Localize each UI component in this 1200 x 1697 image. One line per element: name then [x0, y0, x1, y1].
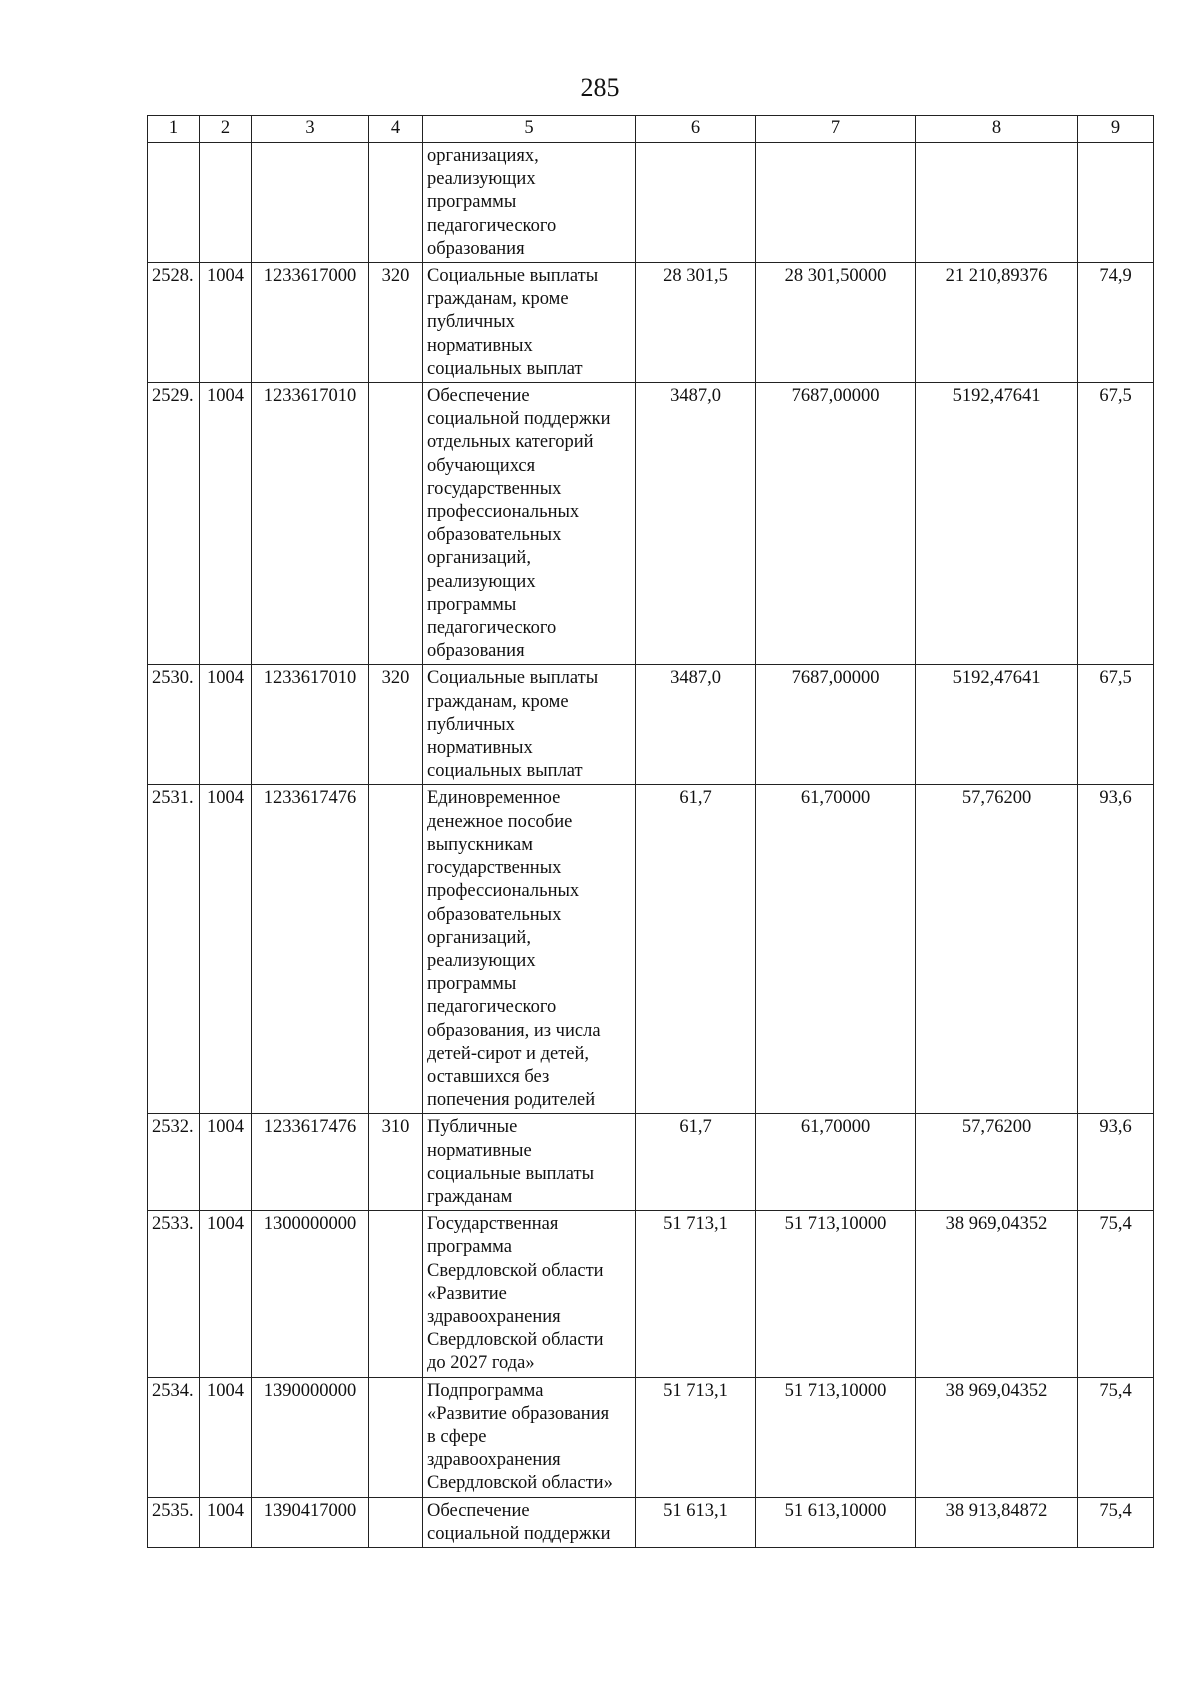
target-code-cell: 1233617010 — [252, 383, 369, 665]
description-line: отдельных категорий — [427, 432, 594, 453]
description-line: программа — [427, 1237, 512, 1258]
description-line: организаций, — [427, 927, 531, 948]
description-line: обучающихся — [427, 455, 536, 476]
executed-amount-cell: 57,76200 — [916, 785, 1078, 1114]
revised-amount-cell: 28 301,50000 — [756, 263, 916, 383]
column-header: 7 — [756, 116, 916, 143]
expense-type-cell: 310 — [369, 1114, 423, 1211]
description-line: выпускникам — [427, 834, 533, 855]
percent-cell: 93,6 — [1078, 785, 1154, 1114]
description-line: гражданам — [427, 1186, 513, 1207]
description-line: детей-сирот и детей, — [427, 1043, 590, 1064]
description-cell — [423, 263, 636, 383]
section-code-cell: 1004 — [200, 1497, 252, 1547]
expense-type-cell — [369, 785, 423, 1114]
description-line: Свердловской области — [427, 1260, 604, 1281]
description-line: реализующих — [427, 571, 536, 592]
section-code-cell: 1004 — [200, 785, 252, 1114]
description-line: педагогического — [427, 618, 557, 639]
description-line: педагогического — [427, 215, 557, 236]
approved-amount-cell: 51 713,1 — [636, 1211, 756, 1377]
description-cell — [423, 383, 636, 665]
description-line: Обеспечение — [427, 1500, 530, 1521]
row-number-cell: 2531. — [148, 785, 200, 1114]
description-cell — [423, 1377, 636, 1497]
percent-cell: 75,4 — [1078, 1497, 1154, 1547]
section-code-cell: 1004 — [200, 263, 252, 383]
percent-cell: 75,4 — [1078, 1377, 1154, 1497]
description-line: социальных выплат — [427, 358, 583, 379]
description-line: Обеспечение — [427, 386, 530, 407]
table-header-row — [148, 116, 1154, 143]
approved-amount-cell: 61,7 — [636, 785, 756, 1114]
table-row — [148, 1497, 1154, 1547]
percent-cell: 67,5 — [1078, 665, 1154, 785]
description-line: нормативных — [427, 335, 533, 356]
approved-amount-cell — [636, 143, 756, 263]
table-row — [148, 1377, 1154, 1497]
expense-type-cell: 320 — [369, 665, 423, 785]
target-code-cell: 1233617476 — [252, 1114, 369, 1211]
table-row — [148, 1114, 1154, 1211]
approved-amount-cell: 3487,0 — [636, 383, 756, 665]
column-header: 4 — [369, 116, 423, 143]
expense-type-cell — [369, 1497, 423, 1547]
description-line: гражданам, кроме — [427, 691, 569, 712]
description-line: публичных — [427, 714, 515, 735]
row-number-cell: 2533. — [148, 1211, 200, 1377]
page-number: 285 — [580, 73, 620, 102]
description-line: в сфере — [427, 1426, 487, 1447]
description-line: государственных — [427, 478, 562, 499]
revised-amount-cell: 61,70000 — [756, 785, 916, 1114]
description-line: Единовременное — [427, 788, 561, 809]
percent-cell: 93,6 — [1078, 1114, 1154, 1211]
executed-amount-cell: 57,76200 — [916, 1114, 1078, 1211]
row-number-cell — [148, 143, 200, 263]
description-line: попечения родителей — [427, 1090, 596, 1111]
description-line: денежное пособие — [427, 811, 573, 832]
description-line: организаций, — [427, 548, 531, 569]
description-line: образования — [427, 238, 525, 259]
description-line: программы — [427, 974, 517, 995]
budget-table — [147, 115, 1154, 1548]
section-code-cell: 1004 — [200, 1114, 252, 1211]
revised-amount-cell: 61,70000 — [756, 1114, 916, 1211]
executed-amount-cell: 5192,47641 — [916, 383, 1078, 665]
description-line: социальной поддержки — [427, 409, 611, 430]
target-code-cell: 1233617476 — [252, 785, 369, 1114]
approved-amount-cell: 51 713,1 — [636, 1377, 756, 1497]
description-line: социальные выплаты — [427, 1163, 595, 1184]
row-number-cell: 2532. — [148, 1114, 200, 1211]
row-number-cell: 2530. — [148, 665, 200, 785]
description-line: Социальные выплаты — [427, 668, 599, 689]
table-row — [148, 665, 1154, 785]
table-row — [148, 263, 1154, 383]
description-line: профессиональных — [427, 502, 580, 523]
description-cell — [423, 1497, 636, 1547]
percent-cell: 75,4 — [1078, 1211, 1154, 1377]
column-header: 9 — [1078, 116, 1154, 143]
expense-type-cell — [369, 1211, 423, 1377]
section-code-cell — [200, 143, 252, 263]
description-line: Публичные — [427, 1117, 518, 1138]
table-row — [148, 143, 1154, 263]
column-header: 1 — [148, 116, 200, 143]
section-code-cell: 1004 — [200, 665, 252, 785]
row-number-cell: 2529. — [148, 383, 200, 665]
approved-amount-cell: 28 301,5 — [636, 263, 756, 383]
column-header: 6 — [636, 116, 756, 143]
description-line: нормативные — [427, 1140, 532, 1161]
description-cell — [423, 143, 636, 263]
description-line: Свердловской области» — [427, 1473, 613, 1494]
row-number-cell: 2534. — [148, 1377, 200, 1497]
description-line: Социальные выплаты — [427, 266, 599, 287]
description-line: «Развитие — [427, 1283, 507, 1304]
description-cell — [423, 785, 636, 1114]
percent-cell: 67,5 — [1078, 383, 1154, 665]
executed-amount-cell: 38 969,04352 — [916, 1377, 1078, 1497]
description-line: образования, из числа — [427, 1020, 601, 1041]
revised-amount-cell — [756, 143, 916, 263]
description-line: здравоохранения — [427, 1450, 561, 1471]
description-line: программы — [427, 192, 517, 213]
description-line: здравоохранения — [427, 1306, 561, 1327]
description-line: Свердловской области — [427, 1330, 604, 1351]
target-code-cell — [252, 143, 369, 263]
description-line: Государственная — [427, 1214, 559, 1235]
percent-cell: 74,9 — [1078, 263, 1154, 383]
expense-type-cell — [369, 383, 423, 665]
revised-amount-cell: 7687,00000 — [756, 383, 916, 665]
revised-amount-cell: 51 713,10000 — [756, 1377, 916, 1497]
table-row — [148, 785, 1154, 1114]
percent-cell — [1078, 143, 1154, 263]
table-body — [148, 143, 1154, 1548]
revised-amount-cell: 51 713,10000 — [756, 1211, 916, 1377]
description-line: «Развитие образования — [427, 1403, 610, 1424]
section-code-cell: 1004 — [200, 383, 252, 665]
section-code-cell: 1004 — [200, 1377, 252, 1497]
description-line: Подпрограмма — [427, 1380, 544, 1401]
description-line: профессиональных — [427, 881, 580, 902]
section-code-cell: 1004 — [200, 1211, 252, 1377]
description-line: программы — [427, 594, 517, 615]
description-line: социальной поддержки — [427, 1523, 611, 1544]
target-code-cell: 1233617000 — [252, 263, 369, 383]
expense-type-cell: 320 — [369, 263, 423, 383]
executed-amount-cell: 5192,47641 — [916, 665, 1078, 785]
target-code-cell: 1390000000 — [252, 1377, 369, 1497]
row-number-cell: 2535. — [148, 1497, 200, 1547]
description-cell — [423, 1211, 636, 1377]
description-line: оставшихся без — [427, 1066, 550, 1087]
description-line: реализующих — [427, 950, 536, 971]
column-header: 5 — [423, 116, 636, 143]
column-header: 3 — [252, 116, 369, 143]
executed-amount-cell: 38 969,04352 — [916, 1211, 1078, 1377]
description-line: социальных выплат — [427, 761, 583, 782]
expense-type-cell — [369, 143, 423, 263]
revised-amount-cell: 7687,00000 — [756, 665, 916, 785]
row-number-cell: 2528. — [148, 263, 200, 383]
column-header: 8 — [916, 116, 1078, 143]
target-code-cell: 1300000000 — [252, 1211, 369, 1377]
description-cell — [423, 665, 636, 785]
revised-amount-cell: 51 613,10000 — [756, 1497, 916, 1547]
expense-type-cell — [369, 1377, 423, 1497]
column-header: 2 — [200, 116, 252, 143]
description-line: до 2027 года» — [427, 1353, 535, 1374]
description-line: реализующих — [427, 169, 536, 190]
description-line: государственных — [427, 858, 562, 879]
target-code-cell: 1233617010 — [252, 665, 369, 785]
table-row — [148, 1211, 1154, 1377]
description-line: гражданам, кроме — [427, 289, 569, 310]
description-line: публичных — [427, 312, 515, 333]
description-line: образовательных — [427, 904, 562, 925]
description-line: педагогического — [427, 997, 557, 1018]
description-cell — [423, 1114, 636, 1211]
executed-amount-cell — [916, 143, 1078, 263]
description-line: образования — [427, 641, 525, 662]
target-code-cell: 1390417000 — [252, 1497, 369, 1547]
executed-amount-cell: 21 210,89376 — [916, 263, 1078, 383]
approved-amount-cell: 61,7 — [636, 1114, 756, 1211]
executed-amount-cell: 38 913,84872 — [916, 1497, 1078, 1547]
description-line: организациях, — [427, 146, 539, 166]
table-row — [148, 383, 1154, 665]
description-line: нормативных — [427, 738, 533, 759]
approved-amount-cell: 3487,0 — [636, 665, 756, 785]
description-line: образовательных — [427, 525, 562, 546]
approved-amount-cell: 51 613,1 — [636, 1497, 756, 1547]
